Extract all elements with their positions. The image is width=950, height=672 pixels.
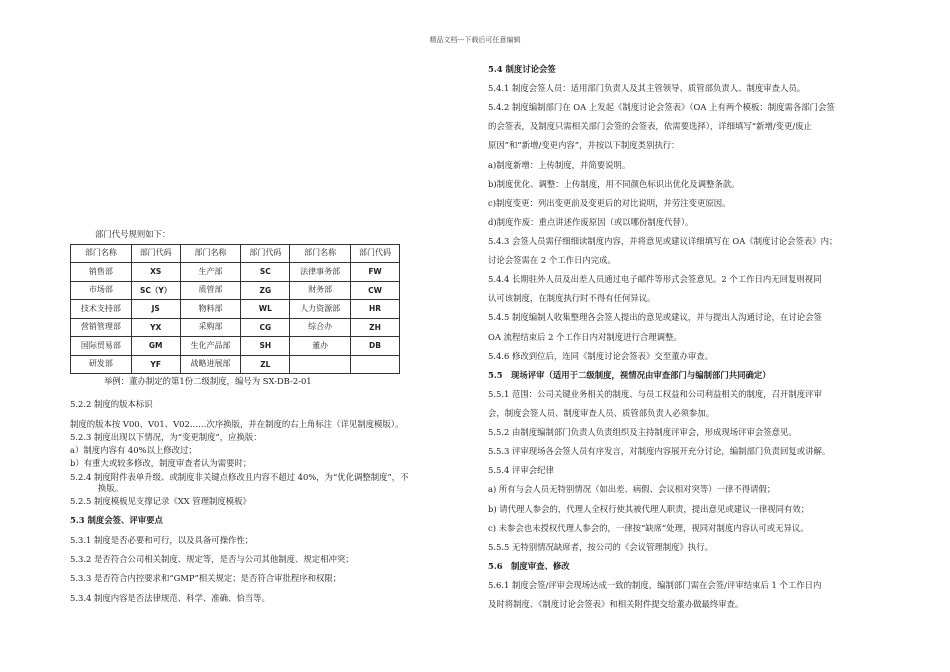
dept-name-cell: 生化产品部 (180, 337, 241, 356)
dept-name-cell: 法律事务部 (290, 263, 351, 282)
table-header-cell: 部门名称 (180, 244, 241, 263)
right-column (488, 64, 890, 618)
text-line: 原因”和“新增/变更内容”，并按以下制度类别执行： (488, 140, 680, 151)
dept-name-cell: 研发部 (71, 355, 132, 374)
dept-code-cell: SH (241, 337, 290, 356)
page-header: 精品文档---下载后可任意编辑 (429, 36, 521, 44)
dept-code-cell: DB (351, 337, 400, 356)
text-line: 5.2.2 制度的版本标识 (70, 399, 153, 410)
table-header-cell: 部门名称 (290, 244, 351, 263)
text-line: c) 未参会也未授权代理人参会的，一律按“缺席”处理，视同对制度内容认可或无异议。 (488, 522, 809, 533)
example-note: 举例：董办制定的第1份二级制度，编号为 SX-DB-2-01 (104, 376, 312, 387)
table-header-cell: 部门代码 (241, 244, 290, 263)
dept-code-cell: CW (351, 281, 400, 300)
text-line: 的会签表，及制度只需相关部门会签的会签表，依需要选择），详细填写“新增/变更/废止 (488, 121, 812, 132)
section-heading: 5.6 制度审查、修改 (488, 560, 570, 571)
dept-name-cell: 市场部 (71, 281, 132, 300)
dept-name-cell: 综合办 (290, 318, 351, 337)
table-row (71, 318, 400, 337)
dept-name-cell (290, 355, 351, 374)
dept-code-cell: SC（Y） (131, 281, 180, 300)
text-line: 5.4.6 修改到位后，连同《制度讨论会签表》交至董办审查。 (488, 350, 713, 361)
text-line: b）有重大或较多修改，制度审查者认为需要时； (70, 458, 252, 469)
dept-code-cell: YX (131, 318, 180, 337)
text-line: 及时将制度、《制度讨论会签表》和相关附件提交给董办做最终审查。 (488, 599, 744, 610)
dept-code-cell: ZL (241, 355, 290, 374)
text-line: a）制度内容有 40%以上修改过； (70, 445, 197, 456)
dept-name-cell: 技术支持部 (71, 300, 132, 319)
dept-name-cell: 物料部 (180, 300, 241, 319)
dept-code-cell: CG (241, 318, 290, 337)
table-row (71, 337, 400, 356)
left-text-block (70, 399, 445, 603)
dept-code-cell: ZH (351, 318, 400, 337)
dept-name-cell: 国际贸易部 (71, 337, 132, 356)
text-line: b)制度优化、调整：上传制度，用不同颜色标识出优化及调整条款。 (488, 178, 740, 189)
dept-code-cell: ZG (241, 281, 290, 300)
section-heading: 5.3 制度会签、评审要点 (70, 515, 163, 526)
text-line: OA 流程结束后 2 个工作日内对制度进行合理调整。 (488, 331, 682, 342)
text-line: b) 请代理人参会的，代理人全权行使其被代理人职责，提出意见或建议一律视同有效； (488, 503, 810, 514)
dept-code-cell (351, 355, 400, 374)
dept-name-cell: 财务部 (290, 281, 351, 300)
dept-code-cell: XS (131, 263, 180, 282)
text-line: a) 所有与会人员无特别情况（如出差、病假、会议相对突等）一律不得请假； (488, 484, 776, 495)
text-line: 换版。 (98, 482, 124, 493)
text-line: 5.4.4 长期驻外人员及出差人员通过电子邮件等形式会签意见。2 个工作日内无回复则视同 (488, 274, 822, 285)
text-line: 5.5.1 范围：公司关键业务相关的制度、与员工权益和公司利益相关的制度，召开制度评审 (488, 388, 822, 399)
dept-name-cell: 销售部 (71, 263, 132, 282)
text-line: 5.2.5 制度模板见支撑记录《XX 管理制度模板》 (70, 495, 251, 506)
text-line: 5.4.1 制度会签人员：适用部门负责人及其主管领导、质管部负责人、制度审查人员。 (488, 83, 806, 94)
left-column (70, 229, 445, 612)
table-row (71, 281, 400, 300)
text-line: d)制度作废：重点讲述作废原因（或以哪份制度代替）。 (488, 216, 694, 227)
dept-code-cell: GM (131, 337, 180, 356)
text-line: c)制度变更：列出变更前及变更后的对比说明，并劳注变更原因。 (488, 197, 731, 208)
dept-name-cell: 采购部 (180, 318, 241, 337)
text-line: 讨论会签需在 2 个工作日内完成。 (488, 255, 616, 266)
text-line: 5.5.3 评审现场各会签人员有序发言，对制度内容展开充分讨论，编制部门负责回复或讲解。 (488, 446, 831, 457)
text-line: 5.3.3 是否符合内控要求和“GMP”相关规定；是否符合审批程序和权限； (70, 573, 342, 584)
text-line: 会，制度会签人员、制度审查人员、质管部负责人必须参加。 (488, 407, 715, 418)
dept-name-cell: 生产部 (180, 263, 241, 282)
text-line: 5.2.3 制度出现以下情况，为“变更制度”，应换版： (70, 431, 262, 442)
text-line: 5.3.4 制度内容是否法律规范、科学、准确、恰当等。 (70, 592, 270, 603)
dept-code-cell: FW (351, 263, 400, 282)
table-header-row (71, 244, 400, 263)
dept-code-cell: YF (131, 355, 180, 374)
text-line: 5.3.1 制度是否必要和可行，以及具备可操作性； (70, 534, 254, 545)
dept-code-cell: WL (241, 300, 290, 319)
text-line: 认可该制度，在制度执行时不得有任何异议。 (488, 293, 656, 304)
table-row (71, 355, 400, 374)
table-header-cell: 部门代码 (351, 244, 400, 263)
text-line: 5.5.2 由制度编制部门负责人负责组织及主持制度评审会，形成现场评审会签意见。 (488, 427, 797, 438)
department-code-table (70, 244, 400, 375)
table-caption: 部门代号规则如下： (95, 229, 171, 239)
text-line: 5.3.2 是否符合公司相关制度、规定等，是否与公司其他制度、规定相冲突； (70, 554, 354, 565)
dept-name-cell: 质管部 (180, 281, 241, 300)
dept-code-cell: HR (351, 300, 400, 319)
text-line: a)制度新增：上传制度，并简要说明。 (488, 159, 631, 170)
text-line: 5.4.5 制度编制人收集整理各会签人提出的意见或建议，并与提出人沟通讨论，在讨论会签 (488, 312, 822, 323)
text-line: 5.4.2 制度编制部门在 OA 上发起《制度讨论会签表》（OA 上有两个模板：制度需各部门会签 (488, 102, 835, 113)
dept-code-cell: SC (241, 263, 290, 282)
dept-name-cell: 人力资源部 (290, 300, 351, 319)
text-line: 5.5.4 评审会纪律 (488, 465, 554, 476)
text-line: 制度的版本按 V00、V01、V02……次序换版，并在制度的右上角标注（详见制度模版）。 (70, 418, 404, 429)
dept-name-cell: 董办 (290, 337, 351, 356)
text-line: 5.5.5 无特别情况缺席者，按公司的《会议管理制度》执行。 (488, 541, 713, 552)
dept-name-cell: 营销管理部 (71, 318, 132, 337)
section-heading: 5.5 现场评审（适用于二级制度，视情况由审查部门与编制部门共同确定） (488, 369, 771, 380)
text-line: 5.2.4 制度附件表单升级、或制度非关键点修改且内容不超过 40%，为“优化调整制度”，不 (70, 471, 409, 482)
text-line: 5.6.1 制度会签/评审会现场达成一致的制度，编制部门需在会签/评审结束后 1 个工作日内 (488, 579, 822, 590)
section-heading: 5.4 制度讨论会签 (488, 64, 556, 74)
table-header-cell: 部门名称 (71, 244, 132, 263)
dept-name-cell: 战略进展部 (180, 355, 241, 374)
table-row (71, 300, 400, 319)
table-header-cell: 部门代码 (131, 244, 180, 263)
table-row (71, 263, 400, 282)
dept-code-cell: JS (131, 300, 180, 319)
text-line: 5.4.3 会签人员需仔细细读制度内容，并将意见或建议详细填写在 OA《制度讨论会签表》内； (488, 235, 838, 246)
